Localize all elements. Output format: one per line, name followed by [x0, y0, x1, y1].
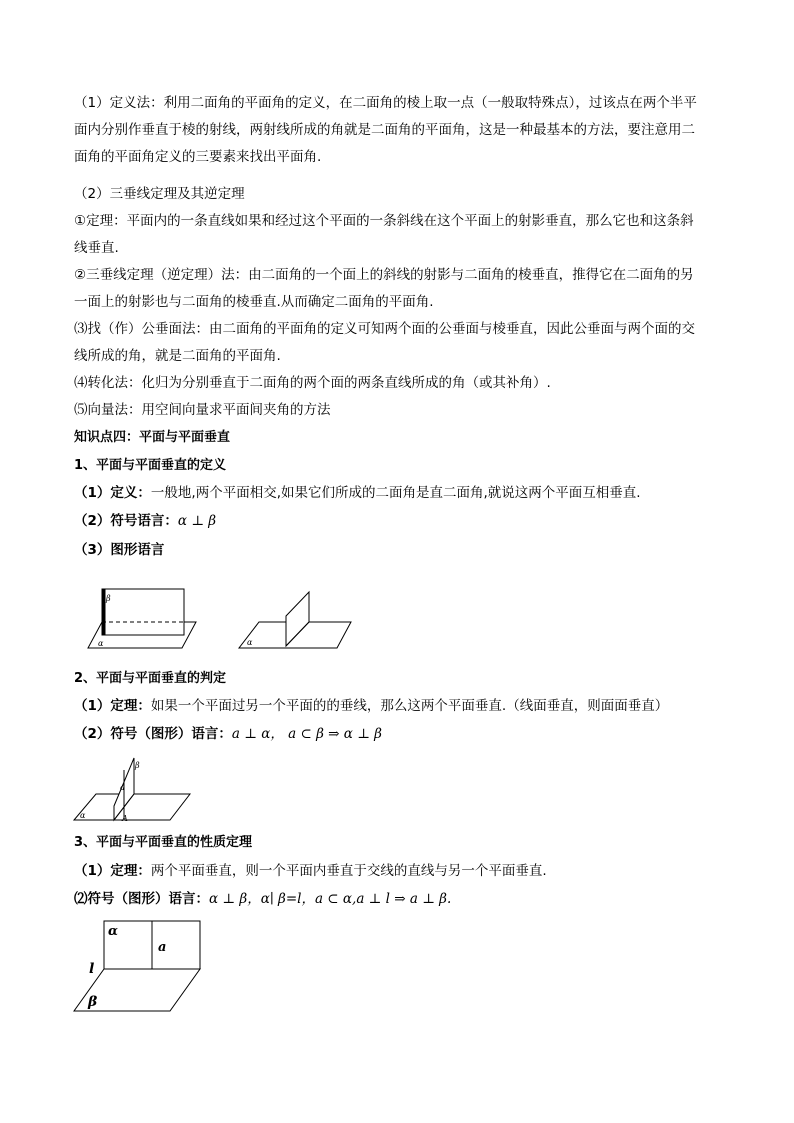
property-theorem-line	[74, 861, 734, 881]
symbol-language-line	[74, 511, 734, 531]
fig4-l-label: l	[89, 961, 95, 977]
text-line-2: 面内分别作垂直于棱的射线，两射线所成的角就是二面角的平面角，这是一种最基本的方法，要注意用二	[74, 122, 695, 138]
section-heading: 知识点四：平面与平面垂直	[74, 430, 231, 445]
subheading-criterion: 2、平面与平面垂直的判定	[74, 671, 227, 686]
fig3-alpha-label: α	[80, 811, 86, 820]
criterion-label: （1）定理：	[74, 698, 151, 714]
definition-label: （1）定义：	[74, 485, 151, 501]
text-line-10: 线所成的角，就是二面角的平面角.	[74, 348, 281, 364]
text-line-6: 线垂直.	[74, 240, 119, 256]
text-line-8: 一面上的射影也与二面角的棱垂直.从而确定二面角的平面角.	[74, 294, 434, 310]
definition-line	[74, 483, 734, 503]
criterion-text: 如果一个平面过另一个平面的的垂线，那么这两个平面垂直.（线面垂直，则面面垂直）	[150, 698, 669, 714]
property-text: 两个平面垂直，则一个平面内垂直于交线的直线与另一个平面垂直.	[150, 863, 547, 879]
text-line-11: ⑷转化法：化归为分别垂直于二面角的两个面的两条直线所成的角（或其补角）.	[74, 375, 551, 391]
property-symbol-math: α ⊥ β，α∣ β=l，a ⊂ α,a ⊥ l ⇒ a ⊥ β.	[209, 891, 452, 907]
criterion-symbol-math: a ⊥ α， a ⊂ β ⇒ α ⊥ β	[231, 726, 382, 742]
subheading-property: 3、平面与平面垂直的性质定理	[74, 835, 253, 850]
fig3-a-label: a	[120, 783, 125, 792]
fig3-A-label: A	[122, 814, 128, 823]
text-line-7: ②三垂线定理（逆定理）法：由二面角的一个面上的斜线的射影与二面角的棱垂直，推得它在二面角的另	[74, 267, 694, 283]
fig1-beta-label: β	[106, 594, 111, 603]
text-line-3: 面角的平面角定义的三要素来找出平面角.	[74, 149, 322, 165]
fig2-alpha-label: α	[247, 638, 253, 647]
subheading-definition: 1、平面与平面垂直的定义	[74, 458, 227, 473]
text-line-12: ⑸向量法：用空间向量求平面间夹角的方法	[74, 402, 331, 418]
criterion-symbol-label: （2）符号（图形）语言：	[74, 726, 232, 742]
property-symbol-line	[74, 889, 734, 909]
figure-4-property	[74, 920, 204, 1014]
fig4-beta-label: β	[88, 994, 98, 1010]
definition-text: 一般地,两个平面相交,如果它们所成的二面角是直二面角,就说这两个平面互相垂直.	[150, 485, 641, 501]
figure-1-perpendicular-planes	[88, 588, 208, 650]
property-symbol-label: ⑵符号（图形）语言：	[74, 891, 209, 907]
figure-3-criterion	[74, 756, 192, 822]
criterion-symbol-line	[74, 724, 734, 744]
fig4-alpha-label: α	[108, 924, 119, 939]
fig1-alpha-label: α	[98, 639, 104, 648]
graphic-language-line: （3）图形语言	[74, 542, 165, 558]
text-line-5: ①定理：平面内的一条直线如果和经过这个平面的一条斜线在这个平面上的射影垂直，那么它也和这条斜	[74, 213, 694, 229]
symbol-math: α ⊥ β	[177, 513, 217, 529]
text-line-9: ⑶找（作）公垂面法：由二面角的平面角的定义可知两个面的公垂面与棱垂直，因此公垂面与两个面的交	[74, 321, 695, 337]
property-label: （1）定理：	[74, 863, 151, 879]
symbol-label: （2）符号语言：	[74, 513, 178, 529]
criterion-theorem-line	[74, 696, 734, 716]
text-line-1: （1）定义法：利用二面角的平面角的定义，在二面角的棱上取一点（一般取特殊点），过该点在两个半平	[74, 95, 697, 111]
text-line-4: （2）三垂线定理及其逆定理	[74, 186, 245, 202]
figure-2-perpendicular-planes	[239, 590, 354, 652]
fig4-a-label: a	[158, 940, 167, 955]
fig3-beta-label: β	[135, 761, 140, 770]
